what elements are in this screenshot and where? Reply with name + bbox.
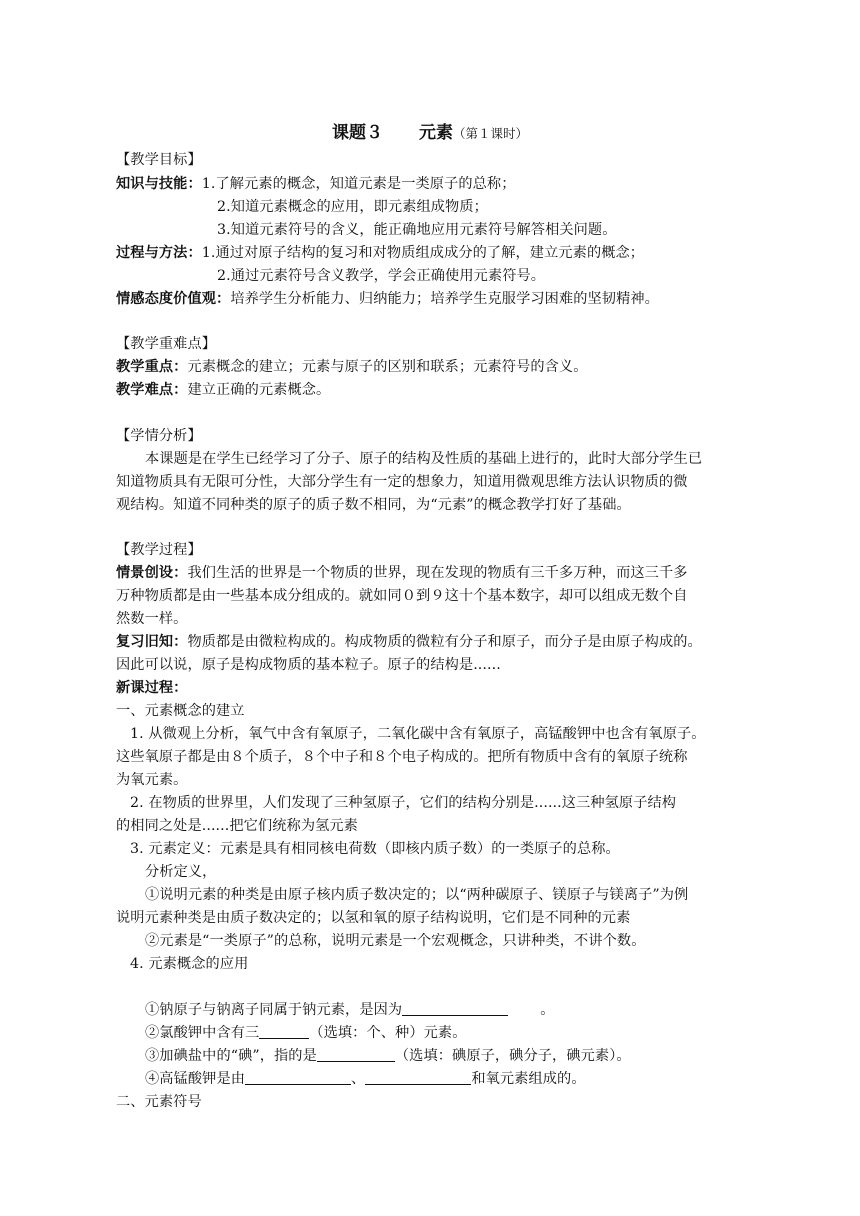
q4-sep: 、 xyxy=(351,1071,366,1087)
p4-line: 4. 元素概念的应用 xyxy=(130,956,249,972)
q4-blank-1[interactable] xyxy=(245,1070,351,1085)
process-text-1: 1.通过对原子结构的复习和对物质组成成分的了解，建立元素的概念； xyxy=(201,245,645,261)
hard-point-label: 教学难点： xyxy=(116,382,188,398)
p2-line-1: 2. 在物质的世界里，人们发现了三种氢原子，它们的结构分别是......这三种氢原子结构 xyxy=(130,795,677,811)
analysis-line-2: 知道物质具有无限可分性，大部分学生有一定的想象力，知道用微观思维方法认识物质的微 xyxy=(116,474,688,490)
q3-blank[interactable] xyxy=(317,1047,395,1062)
q2-blank[interactable] xyxy=(259,1024,309,1039)
q1-blank[interactable] xyxy=(402,1001,508,1016)
lesson-title xyxy=(0,118,860,143)
scene-line-3: 然数一样。 xyxy=(116,611,188,627)
knowledge-text-1: 1.了解元素的概念，知道元素是一类原子的总称； xyxy=(201,176,516,192)
p3-line: 3. 元素定义：元素是具有相同核电荷数（即核内质子数）的一类原子的总称。 xyxy=(130,841,620,857)
question-1 xyxy=(145,1000,554,1020)
section-1-heading: 一、元素概念的建立 xyxy=(116,703,245,719)
scene-label: 情景创设： xyxy=(116,565,188,581)
scene-line-2: 万种物质都是由一些基本成分组成的。就如同０到９这十个基本数字，却可以组成无数个自 xyxy=(116,588,688,604)
analysis-header: 【学情分析】 xyxy=(116,428,202,444)
emotion-text: 培养学生分析能力、归纳能力；培养学生克服学习困难的坚韧精神。 xyxy=(230,291,659,307)
p1-line-2: 这些氧原子都是由８个质子，８个中子和８个电子构成的。把所有物质中含有的氧原子统称 xyxy=(116,749,688,765)
scene-text-1: 我们生活的世界是一个物质的世界，现在发现的物质有三千多万种，而这三千多 xyxy=(187,565,688,581)
section-2-heading: 二、元素符号 xyxy=(116,1094,202,1110)
knowledge-line-2: 2.知道元素概念的应用，即元素组成物质； xyxy=(217,199,488,215)
new-lesson-label: 新课过程： xyxy=(116,680,188,696)
key-point-line xyxy=(116,357,588,377)
review-line-2: 因此可以说，原子是构成物质的基本粒子。原子的结构是...... xyxy=(116,657,501,673)
goals-header: 【教学目标】 xyxy=(116,152,202,168)
q2-end: （选填：个、种）元素。 xyxy=(309,1025,467,1041)
q3-end: （选填：碘原子，碘分子，碘元素）。 xyxy=(394,1048,631,1064)
title-name: 元素 xyxy=(418,123,453,143)
title-sub: （第１课时） xyxy=(452,126,528,141)
knowledge-line-1 xyxy=(116,174,516,194)
q4-blank-2[interactable] xyxy=(365,1070,471,1085)
knowledge-line-3: 3.知道元素符号的含义，能正确地应用元素符号解答相关问题。 xyxy=(217,222,617,238)
c1-line-2: 说明元素种类是由质子数决定的；以氢和氧的原子结构说明，它们是不同种的元素 xyxy=(116,910,631,926)
hard-point-text: 建立正确的元素概念。 xyxy=(187,382,331,398)
c1-line-1: ①说明元素的种类是由原子核内质子数决定的；以“两种碳原子、镁原子与镁离子”为例 xyxy=(145,887,689,903)
review-label: 复习旧知： xyxy=(116,634,188,650)
question-3 xyxy=(145,1046,631,1066)
title-main: 课题３ xyxy=(331,123,383,143)
knowledge-label: 知识与技能： xyxy=(116,176,202,192)
emotion-line xyxy=(116,289,659,309)
process-line-2: 2.通过元素符号含义教学，学会正确使用元素符号。 xyxy=(217,268,546,284)
key-point-label: 教学重点： xyxy=(116,359,188,375)
q1-end: 。 xyxy=(540,1002,555,1018)
question-4 xyxy=(145,1069,586,1089)
difficulty-header: 【教学重难点】 xyxy=(116,336,217,352)
p2-line-2: 的相同之处是......把它们统称为氢元素 xyxy=(116,818,358,834)
process-line-1 xyxy=(116,243,644,263)
question-2 xyxy=(145,1023,466,1043)
p1-line-3: 为氧元素。 xyxy=(116,772,188,788)
q2-text: ②氯酸钾中含有三 xyxy=(145,1025,260,1041)
q1-text: ①钠原子与钠离子同属于钠元素，是因为 xyxy=(145,1002,403,1018)
emotion-label: 情感态度价值观： xyxy=(116,291,231,307)
p1-line-1: 1. 从微观上分析，氧气中含有氧原子，二氧化碳中含有氧原子，高锰酸钾中也含有氧原子。 xyxy=(130,726,706,742)
process-label: 过程与方法： xyxy=(116,245,202,261)
review-line-1 xyxy=(116,632,702,652)
analysis-line-3: 观结构。知道不同种类的原子的质子数不相同，为“元素”的概念教学打好了基础。 xyxy=(116,497,631,513)
c2-line: ②元素是“一类原子”的总称，说明元素是一个宏观概念，只讲种类，不讲个数。 xyxy=(145,933,646,949)
review-text-1: 物质都是由微粒构成的。构成物质的微粒有分子和原子，而分子是由原子构成的。 xyxy=(187,634,702,650)
scene-line-1 xyxy=(116,563,688,583)
q4-end: 和氧元素组成的。 xyxy=(471,1071,586,1087)
analyze-definition: 分析定义， xyxy=(145,864,217,880)
key-point-text: 元素概念的建立；元素与原子的区别和联系；元素符号的含义。 xyxy=(187,359,588,375)
q3-text: ③加碘盐中的“碘”，指的是 xyxy=(145,1048,317,1064)
hard-point-line xyxy=(116,380,330,400)
analysis-line-1: 本课题是在学生已经学习了分子、原子的结构及性质的基础上进行的，此时大部分学生已 xyxy=(145,451,703,467)
process-header: 【教学过程】 xyxy=(116,542,202,558)
q4-text: ④高锰酸钾是由 xyxy=(145,1071,246,1087)
